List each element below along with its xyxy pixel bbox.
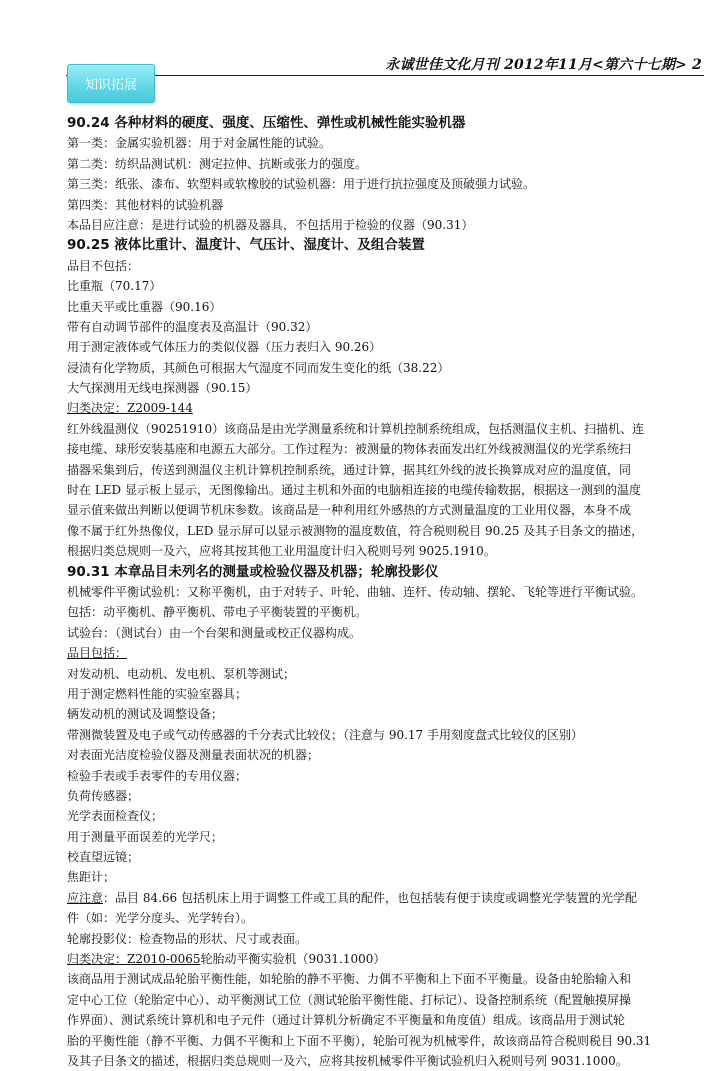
decision-paragraph bbox=[67, 419, 707, 562]
decision-label: 归类决定：Z2009-144 bbox=[67, 401, 193, 416]
knowledge-badge: 知识拓展 bbox=[67, 64, 155, 103]
text-line: 本品目应注意：是进行试验的机器及器具，不包括用于检验的仪器（90.31） bbox=[67, 217, 474, 232]
text-line: 浸渍有化学物质，其颜色可根据大气湿度不同而发生变化的纸（38.22） bbox=[67, 360, 450, 375]
section-heading-9025: 90.25 液体比重计、温度计、气压计、湿度计、及组合装置 bbox=[67, 237, 425, 254]
section-heading-9024: 90.24 各种材料的硬度、强度、压缩性、弹性或机械性能实验机器 bbox=[67, 115, 466, 131]
text-line: 辆发动机的测试及调整设备； bbox=[67, 707, 224, 722]
text-line: 校直望远镜； bbox=[67, 850, 140, 865]
text-line: 胎的平衡性能（静不平衡、力偶不平衡和上下面不平衡），轮胎可视为机械零件，故该商品符合税则税目 90.31 bbox=[67, 1033, 652, 1048]
text-line: 接电缆、球形安装基座和电源五大部分。工作过程为：被测量的物体表面发出红外线被测温仪的光学系统扫 bbox=[67, 442, 632, 457]
decision-label-2: 归类决定：Z2010-0065 bbox=[67, 952, 201, 967]
text-line: 第四类：其他材料的试验机器 bbox=[67, 197, 224, 212]
text-line: 品目不包括： bbox=[67, 258, 140, 273]
text-line: 用于测量平面误差的光学尺； bbox=[67, 829, 224, 844]
text-line: 比重天平或比重器（90.16） bbox=[67, 299, 222, 314]
text-line: 带有自动调节部件的温度表及高温计（90.32） bbox=[67, 319, 318, 334]
note-label: 应注意 bbox=[67, 890, 104, 905]
text-line: 包括：动平衡机、静平衡机、带电子平衡装置的平衡机。 bbox=[67, 605, 368, 620]
text-line: 根据归类总规则一及六，应将其按其他工业用温度计归入税则号列 9025.1910。 bbox=[67, 544, 496, 559]
text-line: 时在 LED 显示板上显示，无图像输出。通过主机和外面的电脑相连接的电缆传输数据，根据这一测到的温度 bbox=[67, 483, 641, 498]
text-line: 该商品用于测试成品轮胎平衡性能，如轮胎的静不平衡、力偶不平衡和上下面不平衡量。设备由轮胎输入和 bbox=[67, 972, 632, 987]
text-line: 负荷传感器； bbox=[67, 788, 140, 803]
text-line: 带测微装置及电子或气动传感器的千分表式比较仪；（注意与 90.17 手用刻度盘式比较仪的区别） bbox=[67, 727, 583, 742]
text-line: 红外线温测仪（90251910）该商品是由光学测量系统和计算机控制系统组成，包括测温仪主机、扫描机、连 bbox=[67, 421, 645, 436]
text-line: 及其子目条文的描述，根据归类总规则一及六，应将其按机械零件平衡试验机归入税则号列 9031.1000。 bbox=[67, 1053, 628, 1068]
section-heading-9031: 90.31 本章品目未列名的测量或检验仪器及机器；轮廓投影仪 bbox=[67, 563, 439, 580]
text-line: 轮廓投影仪：检查物品的形状、尺寸或表面。 bbox=[67, 931, 308, 946]
text-line: 机械零件平衡试验机：又称平衡机，由于对转子、叶轮、曲轴、连杆、传动轴、摆轮、飞轮等进行平衡试验。 bbox=[67, 584, 644, 599]
text-line: 光学表面检查仪； bbox=[67, 809, 164, 824]
text-line: 显示值来做出判断以便调节机床参数。该商品是一种利用红外感热的方式测量温度的工业用仪器，本身不成 bbox=[67, 503, 632, 518]
text-line: 描器采集到后，传送到测温仪主机计算机控制系统，通过计算，据其红外线的波长换算成对应的温度值，同 bbox=[67, 462, 632, 477]
decision-paragraph-2 bbox=[67, 969, 707, 1071]
text-line: 作界面）、测试系统计算机和电子元件（通过计算机分析确定不平衡量和角度值）组成。该商品用于测试轮 bbox=[67, 1013, 626, 1028]
text-line: 焦距计； bbox=[67, 870, 116, 885]
text-line: 比重瓶（70.17） bbox=[67, 279, 162, 294]
text-line: 试验台：（测试台）由一个台架和测量或校正仪器构成。 bbox=[67, 625, 362, 640]
text-line: 像不属于红外热像仪，LED 显示屏可以显示被测物的温度数值，符合税则税目 90.25 及其子目条文的描述， bbox=[67, 523, 644, 538]
text-line: 定中心工位（轮胎定中心）、动平衡测试工位（测试轮胎平衡性能、打标记）、设备控制系统（配置触摸屏操 bbox=[67, 992, 632, 1007]
header-title: 永诚世佳文化月刊 2012年11月<第六十七期> 2 bbox=[385, 57, 702, 73]
text-line: 件（如：光学分度头、光学转台）。 bbox=[67, 911, 254, 926]
text-line: 对表面光洁度检验仪器及测量表面状况的机器； bbox=[67, 748, 320, 763]
text-line: 大气探测用无线电探测器（90.15） bbox=[67, 381, 258, 396]
decision-title-2: 轮胎动平衡实验机（9031.1000） bbox=[200, 952, 386, 967]
article-body bbox=[67, 113, 707, 1071]
includes-label: 品目包括： bbox=[67, 646, 128, 661]
text-line: 对发动机、电动机、发电机、泵机等测试； bbox=[67, 666, 296, 681]
text-line: 用于测定燃料性能的实验室器具； bbox=[67, 686, 248, 701]
text-line: 第三类：纸张、漆布、软塑料或软橡胶的试验机器：用于进行抗拉强度及顶破强力试验。 bbox=[67, 177, 536, 192]
text-line: 第二类：纺织品测试机：测定拉伸、抗断或张力的强度。 bbox=[67, 156, 368, 171]
text-line: 用于测定液体或气体压力的类似仪器（压力表归入 90.26） bbox=[67, 340, 382, 355]
header-divider bbox=[66, 75, 704, 76]
note-text: ：品目 84.66 包括机床上用于调整工件或工具的配件，也包括装有便于读度或调整光学装置的光学配 bbox=[103, 890, 638, 905]
text-line: 检验手表或手表零件的专用仪器； bbox=[67, 768, 248, 783]
text-line: 第一类：金属实验机器：用于对金属性能的试验。 bbox=[67, 136, 332, 151]
